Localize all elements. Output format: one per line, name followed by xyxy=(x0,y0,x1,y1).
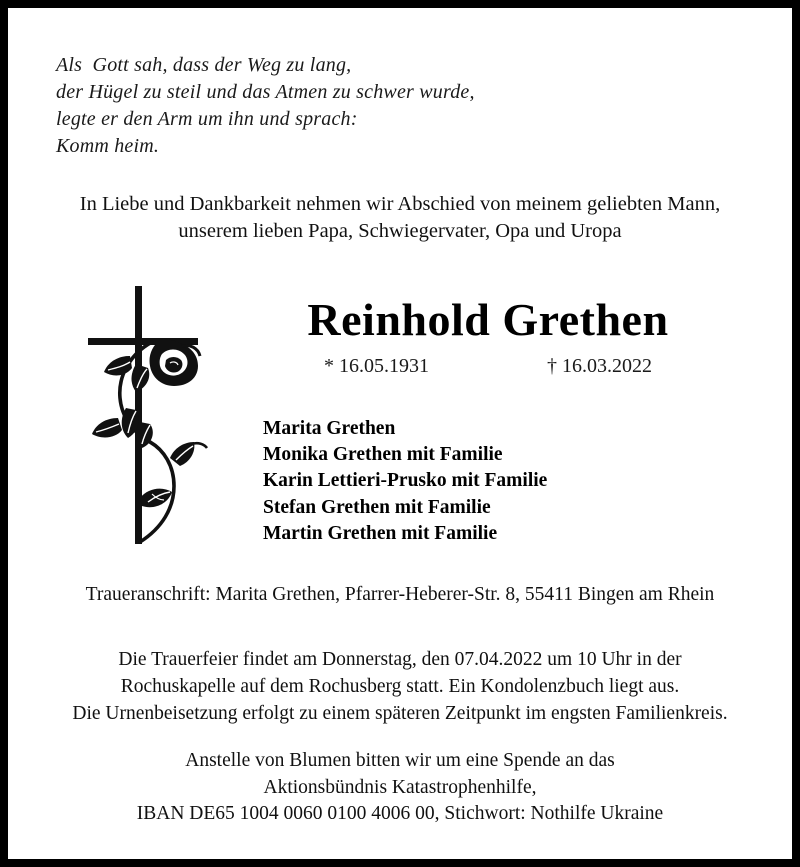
farewell-message-line: unserem lieben Papa, Schwiegervater, Opa und Uropa xyxy=(178,220,622,242)
funeral-details-line: Die Urnenbeisetzung erfolgt zu einem späteren Zeitpunkt im engsten Familienkreis. xyxy=(72,703,728,724)
deceased-name: Reinhold Grethen xyxy=(307,294,669,345)
rose-leaf xyxy=(92,418,122,437)
rose-leaf xyxy=(140,489,172,508)
survivor-name: Martin Grethen mit Familie xyxy=(263,522,498,544)
rose-leaf xyxy=(104,356,132,375)
donation-request xyxy=(8,748,792,828)
donation-line: Anstelle von Blumen bitten wir um eine Spende an das xyxy=(185,750,615,771)
poem-line: Komm heim. xyxy=(56,135,160,157)
farewell-message-line: In Liebe und Dankbarkeit nehmen wir Abschied von meinem geliebten Mann, xyxy=(79,193,721,215)
rose-leaf xyxy=(170,442,207,466)
survivor-name: Karin Lettieri-Prusko mit Familie xyxy=(263,470,548,492)
poem-line: legte er den Arm um ihn und sprach: xyxy=(56,108,358,130)
obituary-card-inner xyxy=(8,8,792,859)
survivor-name: Monika Grethen mit Familie xyxy=(263,444,503,466)
poem-line: der Hügel zu steil und das Atmen zu schwer wurde, xyxy=(56,81,475,103)
donation-line: Aktionsbündnis Katastrophenhilfe, xyxy=(263,776,537,798)
birth-date: * 16.05.1931 xyxy=(324,355,429,377)
poem-line: Als Gott sah, dass der Weg zu lang, xyxy=(56,54,352,76)
mourning-address: Traueranschrift: Marita Grethen, Pfarrer-Heberer-Str. 8, 55411 Bingen am Rhein xyxy=(85,584,715,605)
funeral-details-line: Rochuskapelle auf dem Rochusberg statt. Ein Kondolenzbuch liegt aus. xyxy=(120,676,680,697)
survivors-list xyxy=(263,416,547,547)
life-dates xyxy=(208,355,768,378)
survivor-name: Stefan Grethen mit Familie xyxy=(263,496,491,518)
donation-iban: IBAN DE65 1004 0060 0100 4006 00, Stichwort: Nothilfe Ukraine xyxy=(136,803,664,824)
funeral-details xyxy=(8,646,792,727)
rose-blossom xyxy=(149,339,200,386)
memorial-poem xyxy=(56,52,576,160)
death-date: † 16.03.2022 xyxy=(547,355,652,377)
cross-with-rose-vine-graphic xyxy=(78,280,208,548)
survivor-name: Marita Grethen xyxy=(263,418,396,439)
rose-leaf xyxy=(132,364,150,392)
funeral-details-line: Die Trauerfeier findet am Donnerstag, den 07.04.2022 um 10 Uhr in der xyxy=(118,649,682,670)
cross-with-rose-vine-icon xyxy=(78,280,208,548)
farewell-message xyxy=(8,191,792,245)
